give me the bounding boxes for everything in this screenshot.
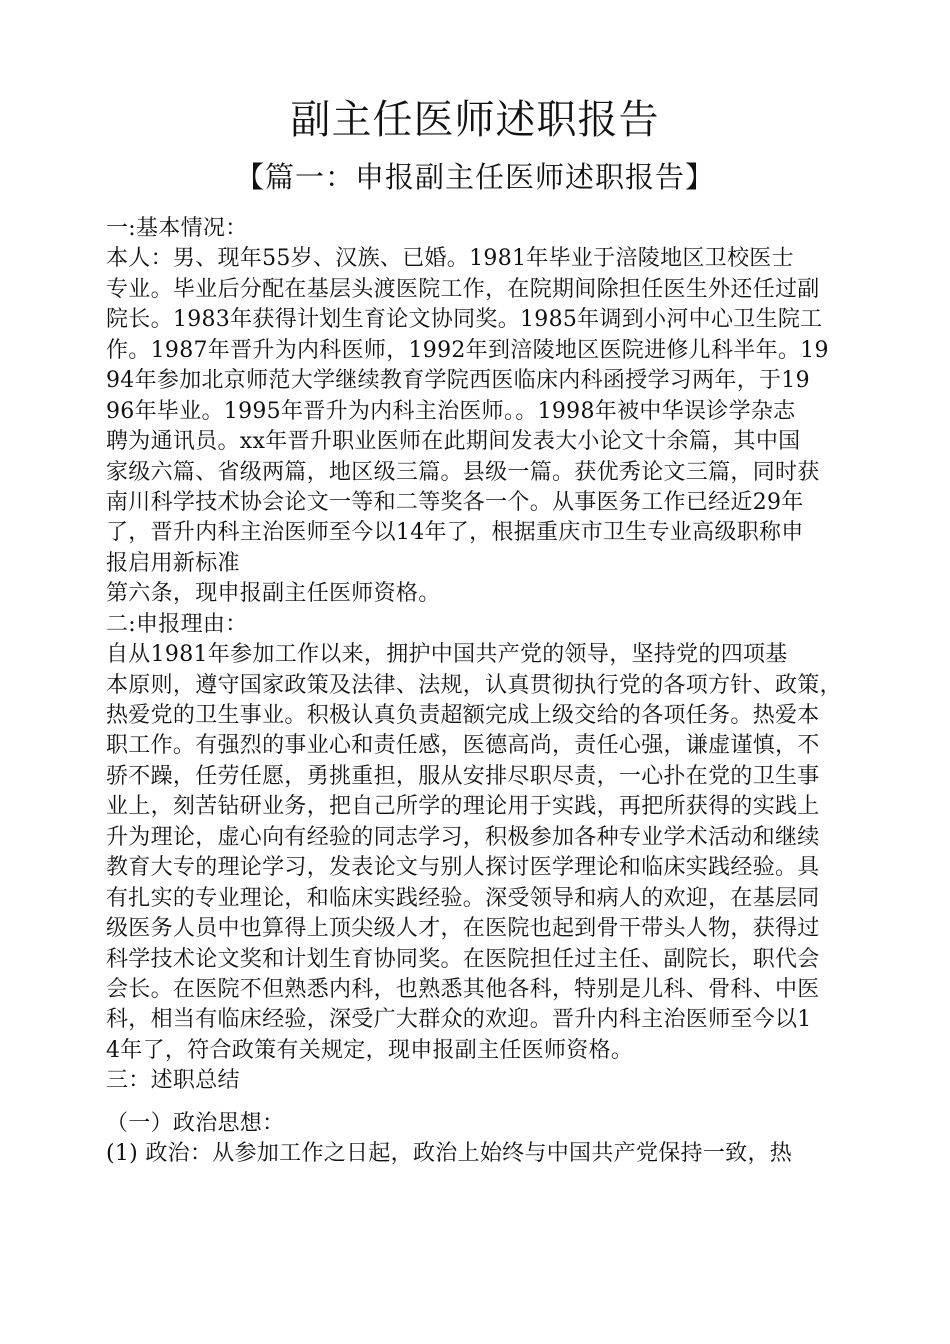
document-title: 副主任医师述职报告: [290, 97, 660, 143]
paragraph-gap: [106, 1097, 866, 1109]
section-heading-summary: 三：述职总结: [106, 1068, 240, 1094]
subsection-heading-politics: （一）政治思想：: [106, 1110, 285, 1136]
paragraph-line: 聘为通讯员。xx年晋升职业医师在此期间发表大小论文十余篇，其中国: [106, 429, 801, 455]
paragraph-line: 业上，刻苦钻研业务，把自己所学的理论用于实践，再把所获得的实践上: [106, 794, 820, 820]
paragraph-line: 了，晋升内科主治医师至今以14年了，根据重庆市卫生专业高级职称申: [106, 520, 804, 546]
paragraph-line: 4年了，符合政策有关规定，现申报副主任医师资格。: [106, 1037, 634, 1063]
paragraph-line: 专业。毕业后分配在基层头渡医院工作，在院期间除担任医生外还任过副: [106, 276, 820, 302]
paragraph-line: 科，相当有临床经验，深受广大群众的欢迎。晋升内科主治医师至今以1: [106, 1007, 812, 1033]
paragraph-line: 南川科学技术协会论文一等和二等奖各一个。从事医务工作已经近29年: [106, 489, 804, 515]
paragraph-line: 本原则，遵守国家政策及法律、法规，认真贯彻执行党的各项方针、政策，: [106, 672, 842, 698]
paragraph-line: 科学技术论文奖和计划生育协同奖。在医院担任过主任、副院长，职代会: [106, 946, 820, 972]
paragraph-line: 院长。1983年获得计划生育论文协同奖。1985年调到小河中心卫生院工: [106, 307, 823, 333]
paragraph-line: 作。1987年晋升为内科医师，1992年到涪陵地区医院进修儿科半年。19: [106, 337, 829, 363]
section-heading-basic: 一:基本情况：: [106, 216, 248, 241]
paragraph-line: 94年参加北京师范大学继续教育学院西医临床内科函授学习两年，于19: [106, 368, 810, 394]
paragraph-line: 有扎实的专业理论，和临床实践经验。深受领导和病人的欢迎，在基层同: [106, 885, 820, 911]
paragraph-line: 级医务人员中也算得上顶尖级人才，在医院也起到骨干带头人物，获得过: [106, 916, 820, 942]
paragraph-line: 热爱党的卫生事业。积极认真负责超额完成上级交给的各项任务。热爱本: [106, 703, 820, 728]
paragraph-line: 自从1981年参加工作以来，拥护中国共产党的领导，坚持党的四项基: [106, 642, 788, 668]
paragraph-line: 第六条，现申报副主任医师资格。: [106, 581, 441, 607]
document-subtitle: 【篇一：申报副主任医师述职报告】: [234, 160, 715, 194]
paragraph-line: 本人：男、现年55岁、汉族、已婚。1981年毕业于涪陵地区卫校医士: [106, 246, 794, 272]
paragraph-line: 骄不躁，任劳任愿，勇挑重担，服从安排尽职尽责，一心扑在党的卫生事: [106, 763, 820, 789]
document-body: [106, 214, 866, 1170]
paragraph-line: 会长。在医院不但熟悉内科，也熟悉其他各科，特别是儿科、骨科、中医: [106, 976, 820, 1002]
paragraph-line: 职工作。有强烈的事业心和责任感，医德高尚，责任心强，谦虚谨慎，不: [106, 733, 820, 759]
paragraph-line: 教育大专的理论学习，发表论文与别人探讨医学理论和临床实践经验。具: [106, 855, 820, 881]
paragraph-line: (1) 政治：从参加工作之日起，政治上始终与中国共产党保持一致，热: [106, 1141, 793, 1167]
section-heading-reason: 二:申报理由：: [106, 611, 248, 637]
paragraph-line: 升为理论，虚心向有经验的同志学习，积极参加各种专业学术活动和继续: [106, 824, 820, 850]
paragraph-line: 家级六篇、省级两篇，地区级三篇。县级一篇。获优秀论文三篇，同时获: [106, 459, 820, 485]
paragraph-line: 96年毕业。1995年晋升为内科主治医师。。1998年被中华误诊学杂志: [106, 398, 796, 424]
paragraph-line: 报启用新标准: [106, 550, 240, 576]
